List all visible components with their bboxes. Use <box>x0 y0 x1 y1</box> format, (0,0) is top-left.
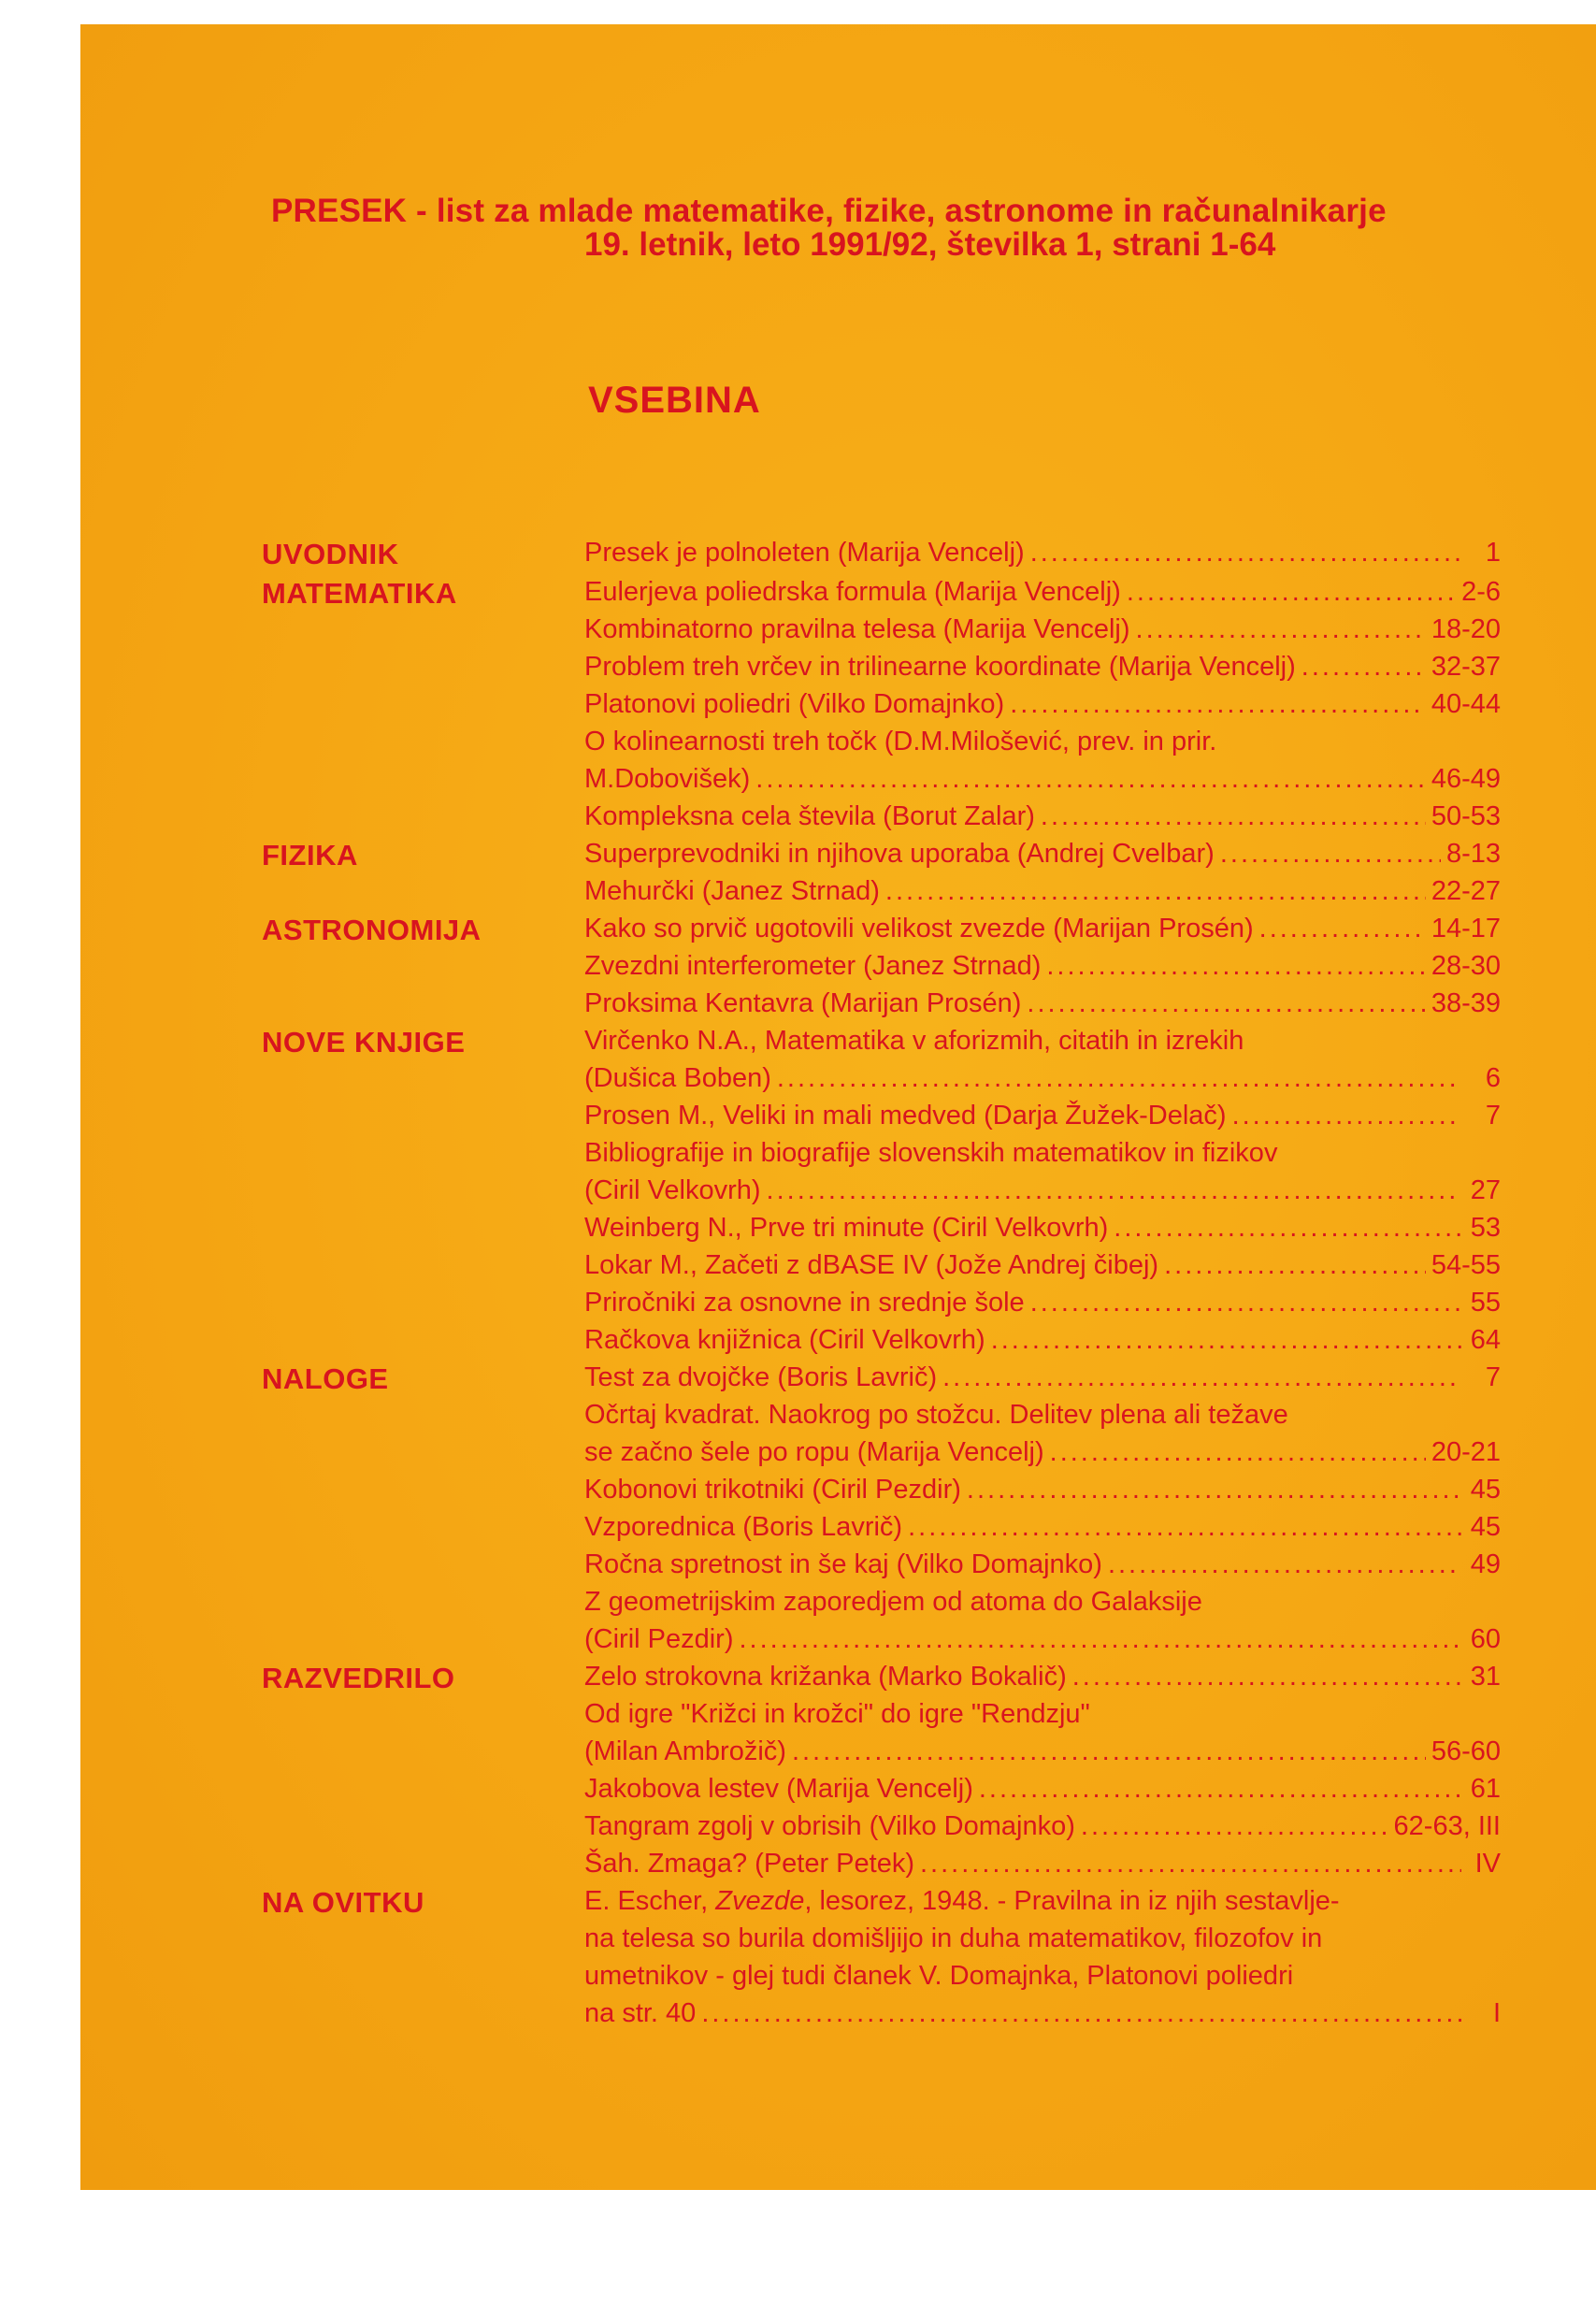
entry-row <box>584 1172 1501 1209</box>
toc-section <box>262 835 1501 910</box>
toc-entry <box>584 798 1501 835</box>
dot-leader <box>701 1995 1461 2032</box>
entry-title-line: Jakobova lestev (Marija Vencelj) <box>584 1774 973 1804</box>
entry-row <box>584 910 1501 947</box>
header-title: PRESEK - list za mlade matematike, fizike, astronome in računalnikarje <box>271 193 1387 229</box>
toc-entry <box>584 1583 1501 1658</box>
toc-entry <box>584 648 1501 685</box>
page-number: 45 <box>1470 1512 1501 1542</box>
dot-leader <box>1041 798 1426 835</box>
cover-desc-text: E. Escher, <box>584 1886 716 1916</box>
entry-title-line: Kombinatorno pravilna telesa (Marija Vencelj) <box>584 614 1130 644</box>
entry-row <box>584 534 1501 571</box>
section-label: ASTRONOMIJA <box>262 914 482 946</box>
page-number: 6 <box>1485 1063 1501 1093</box>
entry-title-line: Tangram zgolj v obrisih (Vilko Domajnko) <box>584 1811 1075 1841</box>
page-number: 32-37 <box>1431 652 1501 682</box>
entry-row <box>584 1733 1501 1770</box>
toc-section <box>262 1359 1501 1658</box>
dot-leader <box>755 760 1426 798</box>
page-number: 18-20 <box>1431 614 1501 644</box>
entry-row <box>584 648 1501 685</box>
dot-leader <box>792 1733 1426 1770</box>
toc-entry <box>584 723 1501 798</box>
dot-leader <box>1030 1284 1461 1321</box>
entry-title-line: Kako so prvič ugotovili velikost zvezde (Marijan Prosén) <box>584 914 1254 943</box>
page-number: 54-55 <box>1431 1250 1501 1280</box>
section-label: MATEMATIKA <box>262 577 457 610</box>
table-of-contents <box>262 534 1501 2032</box>
toc-entry <box>584 1359 1501 1396</box>
entry-title-line: (Milan Ambrožič) <box>584 1736 786 1766</box>
entry-title-line: Ročna spretnost in še kaj (Vilko Domajnko) <box>584 1549 1102 1579</box>
entry-row <box>584 1508 1501 1546</box>
dot-leader <box>942 1359 1461 1396</box>
toc-entry <box>584 1508 1501 1546</box>
toc-section <box>262 1022 1501 1359</box>
page-number: 1 <box>1485 538 1501 568</box>
entry-title-line: Test za dvojčke (Boris Lavrič) <box>584 1362 938 1392</box>
entry-title-line: Prosen M., Veliki in mali medved (Darja Žužek-Delač) <box>584 1101 1227 1131</box>
entry-title-line: Platonovi poliedri (Vilko Domajnko) <box>584 689 1005 719</box>
dot-leader <box>885 872 1426 910</box>
entry-row <box>584 1845 1501 1882</box>
page-number: 2-6 <box>1461 577 1501 607</box>
page-number: 22-27 <box>1431 876 1501 906</box>
toc-section-cover <box>262 1882 1501 2032</box>
page-number: 27 <box>1470 1175 1501 1205</box>
dot-leader <box>908 1508 1461 1546</box>
entry-row <box>584 985 1501 1022</box>
toc-entry <box>584 1321 1501 1359</box>
entry-title-line: Superprevodniki in njihova uporaba (Andrej Cvelbar) <box>584 839 1215 869</box>
entry-title-line: Eulerjeva poliedrska formula (Marija Vencelj) <box>584 577 1121 607</box>
dot-leader <box>1046 947 1425 985</box>
toc-entry <box>584 1695 1501 1770</box>
toc-entry <box>584 872 1501 910</box>
entry-row <box>584 1097 1501 1134</box>
toc-entry <box>584 1284 1501 1321</box>
toc-entry <box>584 1845 1501 1882</box>
page-number: 64 <box>1470 1325 1501 1355</box>
entry-row <box>584 611 1501 648</box>
page-number: 55 <box>1470 1288 1501 1318</box>
page-number: 50-53 <box>1431 801 1501 831</box>
page-number: IV <box>1474 1849 1501 1879</box>
page-number: 38-39 <box>1431 988 1501 1018</box>
entry-row <box>584 1321 1501 1359</box>
entry-title-line: Presek je polnoleten (Marija Vencelj) <box>584 538 1025 568</box>
section-label: FIZIKA <box>262 839 358 871</box>
page-number: 53 <box>1470 1213 1501 1243</box>
page-number: 62-63, III <box>1393 1811 1501 1841</box>
entry-row <box>584 947 1501 985</box>
page-number: 40-44 <box>1431 689 1501 719</box>
entry-title-line: se začno šele po ropu (Marija Vencelj) <box>584 1437 1044 1467</box>
page-number: 7 <box>1485 1362 1501 1392</box>
page-number: 20-21 <box>1431 1437 1501 1467</box>
contents-title: VSEBINA <box>588 380 761 421</box>
page-number: I <box>1492 1998 1501 2028</box>
entry-title-line: Račkova knjižnica (Ciril Velkovrh) <box>584 1325 985 1355</box>
cover-desc-line: na str. 40 <box>584 1998 697 2028</box>
toc-entry <box>584 985 1501 1022</box>
toc-entry <box>584 1097 1501 1134</box>
page-number: 45 <box>1470 1475 1501 1505</box>
toc-entry <box>584 910 1501 947</box>
dot-leader <box>1232 1097 1461 1134</box>
page-number: 61 <box>1470 1774 1501 1804</box>
toc-entry <box>584 611 1501 648</box>
entry-title-line: Lokar M., Začeti z dBASE IV (Jože Andrej čibej) <box>584 1250 1159 1280</box>
toc-entry <box>584 534 1501 571</box>
entry-row <box>584 872 1501 910</box>
page-number: 14-17 <box>1431 914 1501 943</box>
entry-row <box>584 685 1501 723</box>
dot-leader <box>979 1770 1461 1808</box>
entry-title-line: Bibliografije in biografije slovenskih matematikov in fizikov <box>584 1138 1278 1168</box>
cover-description <box>584 1882 1501 2032</box>
entry-title-line: Proksima Kentavra (Marijan Prosén) <box>584 988 1022 1018</box>
toc-entry <box>584 1658 1501 1695</box>
dot-leader <box>1030 534 1461 571</box>
section-label: NA OVITKU <box>262 1886 424 1919</box>
toc-entry <box>584 1546 1501 1583</box>
dot-leader <box>1072 1658 1461 1695</box>
entry-title-line: Zelo strokovna križanka (Marko Bokalič) <box>584 1662 1067 1692</box>
entry-row <box>584 1770 1501 1808</box>
entry-row <box>584 760 1501 798</box>
dot-leader <box>1164 1246 1426 1284</box>
entry-title-line: Zvezdni interferometer (Janez Strnad) <box>584 951 1042 981</box>
entry-title-line: (Dušica Boben) <box>584 1063 771 1093</box>
entry-row <box>584 1471 1501 1508</box>
entry-title-line: Z geometrijskim zaporedjem od atoma do Galaksije <box>584 1587 1202 1617</box>
dot-leader <box>740 1620 1462 1658</box>
entry-title-line: O kolinearnosti treh točk (D.M.Milošević, prev. in prir. <box>584 727 1217 756</box>
toc-entry <box>584 947 1501 985</box>
section-entries <box>584 534 1501 573</box>
entry-row <box>584 1059 1501 1097</box>
page-number: 56-60 <box>1431 1736 1501 1766</box>
entry-title-line: Kompleksna cela števila (Borut Zalar) <box>584 801 1035 831</box>
entry-title-line: Očrtaj kvadrat. Naokrog po stožcu. Delitev plena ali težave <box>584 1400 1288 1430</box>
dot-leader <box>1136 611 1426 648</box>
cover-desc-line: na telesa so burila domišljijo in duha matematikov, filozofov in <box>584 1923 1323 1953</box>
dot-leader <box>1108 1546 1461 1583</box>
entry-row <box>584 1620 1501 1658</box>
section-entries <box>584 1022 1501 1359</box>
entry-title-line: (Ciril Pezdir) <box>584 1624 734 1654</box>
entry-row <box>584 1246 1501 1284</box>
entry-title-line: M.Dobovišek) <box>584 764 751 794</box>
entry-title-line: Problem treh vrčev in trilinearne koordinate (Marija Vencelj) <box>584 652 1296 682</box>
entry-row <box>584 1995 1501 2032</box>
dot-leader <box>920 1845 1461 1882</box>
entry-title-line: Priročniki za osnovne in srednje šole <box>584 1288 1025 1318</box>
section-entries <box>584 1359 1501 1658</box>
page-number: 8-13 <box>1445 839 1501 869</box>
entry-row <box>584 1658 1501 1695</box>
entry-title-line: Šah. Zmaga? (Peter Petek) <box>584 1849 914 1879</box>
dot-leader <box>1081 1808 1388 1845</box>
page-number: 31 <box>1470 1662 1501 1692</box>
section-entries <box>584 573 1501 835</box>
dot-leader <box>967 1471 1461 1508</box>
toc-entry <box>584 573 1501 611</box>
entry-title-line: Kobonovi trikotniki (Ciril Pezdir) <box>584 1475 961 1505</box>
section-entries <box>584 835 1501 910</box>
dot-leader <box>1259 910 1426 947</box>
page-number: 28-30 <box>1431 951 1501 981</box>
toc-section <box>262 910 1501 1022</box>
toc-entry <box>584 1246 1501 1284</box>
entry-row <box>584 835 1501 872</box>
cover-artwork-title: Zvezde <box>715 1886 805 1916</box>
page-number: 60 <box>1470 1624 1501 1654</box>
dot-leader <box>1127 573 1456 611</box>
dot-leader <box>1301 648 1426 685</box>
dot-leader <box>1010 685 1426 723</box>
entry-title-line: Vzporednica (Boris Lavrič) <box>584 1512 903 1542</box>
toc-entry <box>584 1808 1501 1845</box>
section-entries <box>584 910 1501 1022</box>
toc-section <box>262 534 1501 573</box>
section-label: UVODNIK <box>262 538 399 570</box>
entry-row <box>584 1433 1501 1471</box>
entry-title-line: Mehurčki (Janez Strnad) <box>584 876 880 906</box>
toc-entry <box>584 1471 1501 1508</box>
entry-row <box>584 1284 1501 1321</box>
page-number: 7 <box>1485 1101 1501 1131</box>
dot-leader <box>991 1321 1461 1359</box>
toc-entry <box>584 1209 1501 1246</box>
entry-title-line: Od igre "Križci in krožci" do igre "Rendzju" <box>584 1699 1090 1729</box>
dot-leader <box>1220 835 1441 872</box>
section-label: NOVE KNJIGE <box>262 1026 466 1059</box>
page-number: 49 <box>1470 1549 1501 1579</box>
dot-leader <box>767 1172 1461 1209</box>
toc-section <box>262 1658 1501 1882</box>
dot-leader <box>1027 985 1425 1022</box>
toc-section <box>262 573 1501 835</box>
toc-entry <box>584 1022 1501 1097</box>
entry-title-line: Virčenko N.A., Matematika v aforizmih, citatih in izrekih <box>584 1026 1244 1056</box>
section-entries <box>584 1658 1501 1882</box>
entry-row <box>584 798 1501 835</box>
toc-entry <box>584 1770 1501 1808</box>
dot-leader <box>777 1059 1461 1097</box>
header-issue-info: 19. letnik, leto 1991/92, številka 1, strani 1-64 <box>584 226 1276 263</box>
dot-leader <box>1114 1209 1461 1246</box>
toc-entry <box>584 685 1501 723</box>
entry-title-line: Weinberg N., Prve tri minute (Ciril Velkovrh) <box>584 1213 1109 1243</box>
toc-entry <box>584 835 1501 872</box>
page-number: 46-49 <box>1431 764 1501 794</box>
entry-row <box>584 1209 1501 1246</box>
cover-desc-text: , lesorez, 1948. - Pravilna in iz njih sestavlje- <box>804 1886 1340 1916</box>
dot-leader <box>1050 1433 1426 1471</box>
toc-entry <box>584 1134 1501 1209</box>
entry-row <box>584 573 1501 611</box>
section-label: RAZVEDRILO <box>262 1662 455 1694</box>
section-label: NALOGE <box>262 1362 389 1395</box>
entry-row <box>584 1808 1501 1845</box>
cover-desc-line: umetnikov - glej tudi članek V. Domajnka, Platonovi poliedri <box>584 1961 1294 1991</box>
entry-row <box>584 1359 1501 1396</box>
entry-row <box>584 1546 1501 1583</box>
cover-desc-line <box>584 1882 1501 1920</box>
entry-title-line: (Ciril Velkovrh) <box>584 1175 761 1205</box>
toc-entry <box>584 1396 1501 1471</box>
header <box>271 193 1505 264</box>
